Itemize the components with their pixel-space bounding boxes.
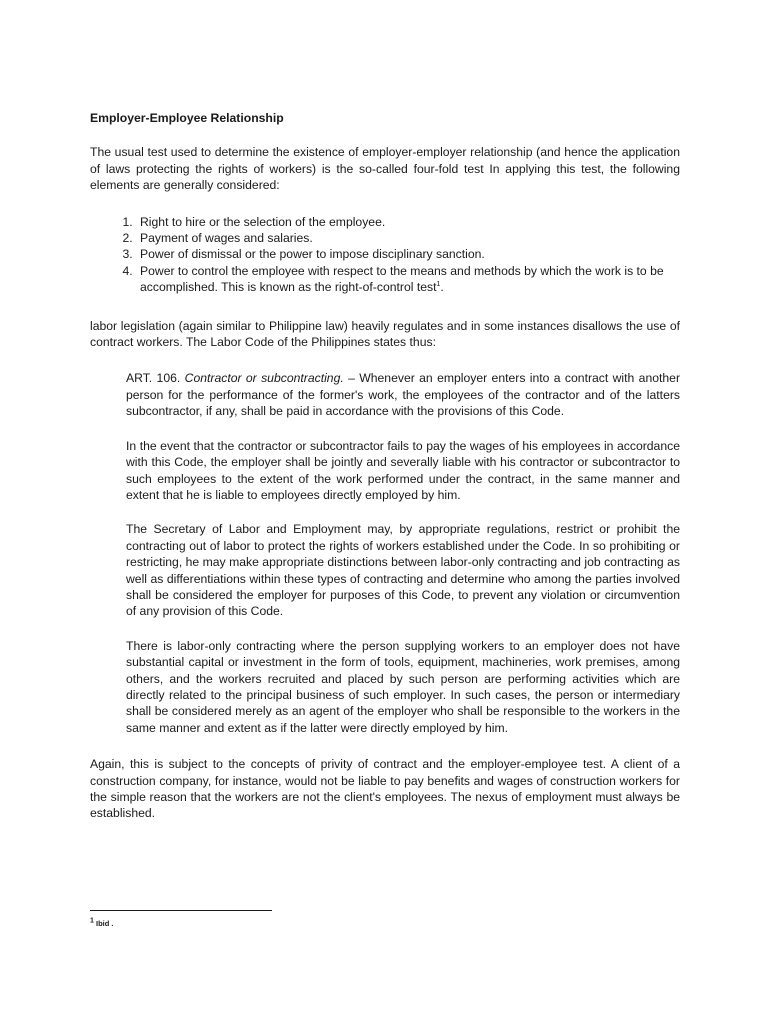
article-paragraph-2: In the event that the contractor or subcontractor fails to pay the wages of his employees in accordance with this Code, the employer shall be jointly and severally liable with his contractor or subcontractor to such employees to the extent of the work performed under the contract, in the same manner and extent that he is liable to employees directly employed by him. [126, 438, 680, 502]
labor-paragraph: labor legislation (again similar to Philippine law) heavily regulates and in some instances disallows the use of contract workers. The Labor Code of the Philippines states thus: [90, 318, 680, 350]
footnote [90, 919, 114, 929]
closing-paragraph: Again, this is subject to the concepts of privity of contract and the employer-employee test. A client of a construction company, for instance, would not be liable to pay benefits and wages of construction workers for the simple reason that the workers are not the client's employees. The nexus of employment must always be established. [90, 757, 680, 821]
intro-paragraph: The usual test used to determine the existence of employer-employer relationship (and hence the application of laws protecting the rights of workers) is the so-called four-fold test In applying this test, the following elements are generally considered: [90, 145, 680, 193]
article-label: ART. 106. [126, 371, 181, 386]
list-item: 2. Payment of wages and salaries. [136, 230, 680, 246]
article-heading: Contractor or subcontracting. [184, 371, 344, 386]
article-paragraph-1 [126, 370, 680, 419]
article-paragraph-4: There is labor-only contracting where the person supplying workers to an employer does not have substantial capital or investment in the form of tools, equipment, machineries, work premises, among others, and the workers recruited and placed by such person are performing activities which are directly related to the principal business of such employer. In such cases, the person or intermediary shall be considered merely as an agent of the employer who shall be responsible to the workers in the same manner and extent as if the latter were directly employed by him. [126, 638, 680, 735]
list-item: 1. Right to hire or the selection of the employee. [136, 214, 680, 230]
footnote-reference: 1 [436, 281, 441, 289]
page-title: Employer-Employee Relationship [90, 111, 284, 125]
four-fold-test-list [90, 214, 680, 296]
list-item-tail: . [440, 280, 444, 295]
article-quote [126, 370, 680, 736]
list-item: 3. Power of dismissal or the power to impose disciplinary sanction. [136, 246, 680, 262]
article-text: – Whenever an employer enters into a contract with another person for the performance of the former's work, the employees of the contractor and of the latters subcontractor, if any, shall be paid in accordance with the provisions of this Code. [126, 371, 680, 419]
article-paragraph-3: The Secretary of Labor and Employment may, by appropriate regulations, restrict or prohibit the contracting out of labor to protect the rights of workers established under the Code. In so prohibiting or restricting, he may make appropriate distinctions between labor-only contracting and job contracting as well as differentiations within these types of contracting and determine who among the parties involved shall be considered the employer for purposes of this Code, to prevent any violation or circumvention of any provision of this Code. [126, 522, 680, 619]
list-item-text: Power to control the employee with respect to the means and methods by which the work is to be accomplished. This is known as the right-of-control test [140, 263, 664, 295]
footnote-divider [90, 910, 272, 911]
footnote-number: 1 [90, 917, 94, 925]
footnote-text: Ibid . [93, 919, 114, 928]
list-item [136, 263, 680, 296]
